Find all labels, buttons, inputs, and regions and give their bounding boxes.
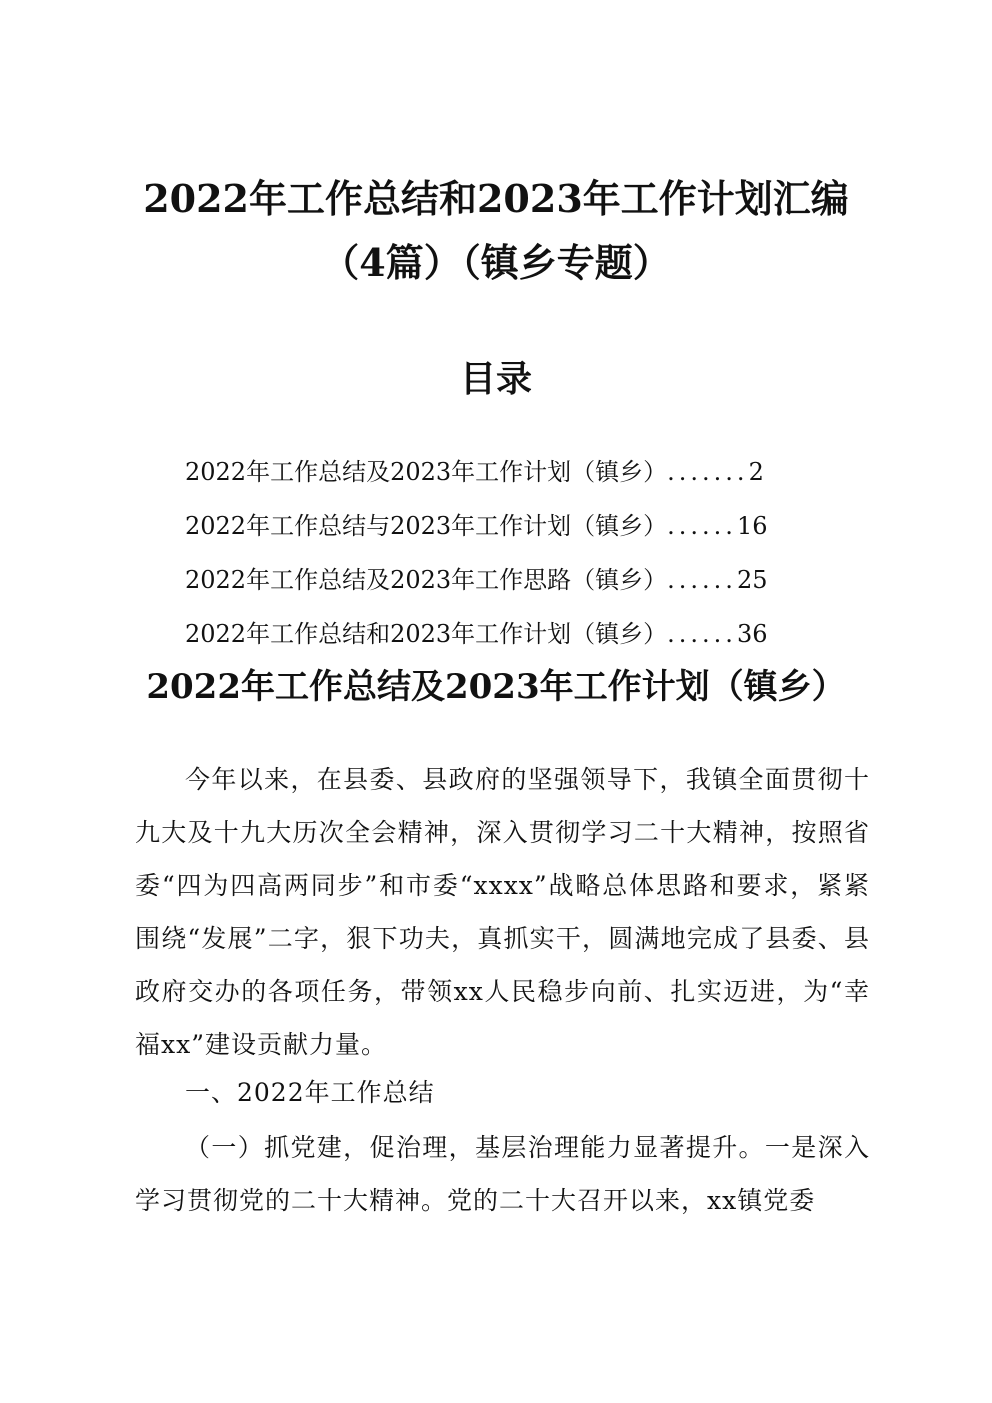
toc-entry-title: 2022年工作总结与2023年工作计划（镇乡） xyxy=(185,512,668,540)
section-title: 2022年工作总结及2023年工作计划（镇乡） xyxy=(146,667,846,707)
toc-entry-title: 2022年工作总结及2023年工作思路（镇乡） xyxy=(185,566,668,594)
toc-entry-page: 25 xyxy=(736,566,768,594)
table-of-contents xyxy=(185,452,845,668)
toc-entry-page: 16 xyxy=(736,512,768,540)
document-title-line-2: （4篇）（镇乡专题） xyxy=(321,240,671,285)
toc-entry[interactable] xyxy=(185,452,845,506)
toc-entry-leader: ...... xyxy=(667,566,737,594)
toc-entry[interactable] xyxy=(185,614,845,668)
subsection-heading: 一、2022年工作总结 xyxy=(185,1078,435,1107)
toc-entry[interactable] xyxy=(185,560,845,614)
toc-entry-page: 36 xyxy=(736,620,768,648)
toc-entry-leader: ....... xyxy=(667,458,749,486)
toc-entry-page: 2 xyxy=(748,458,764,486)
toc-entry-leader: ...... xyxy=(667,512,737,540)
body-paragraph: 今年以来，在县委、县政府的坚强领导下，我镇全面贯彻十九大及十九大历次全会精神，深入贯彻学习二十大精神，按照省委“四为四高两同步”和市委“xxxx”战略总体思路和要求，紧紧围绕“发展”二字，狠下功夫，真抓实干，圆满地完成了县委、县政府交办的各项任务，带领xx人民稳步向前、扎实迈进，为“幸福xx”建设贡献力量。 xyxy=(135,765,870,1059)
toc-entry-title: 2022年工作总结和2023年工作计划（镇乡） xyxy=(185,620,668,648)
body-paragraph: （一）抓党建，促治理，基层治理能力显著提升。一是深入学习贯彻党的二十大精神。党的二十大召开以来，xx镇党委 xyxy=(135,1133,870,1215)
toc-heading: 目录 xyxy=(459,358,532,400)
document-title-line-1: 2022年工作总结和2023年工作计划汇编 xyxy=(143,176,849,221)
toc-entry[interactable] xyxy=(185,506,845,560)
toc-entry-leader: ...... xyxy=(667,620,737,648)
toc-entry-title: 2022年工作总结及2023年工作计划（镇乡） xyxy=(185,458,668,486)
